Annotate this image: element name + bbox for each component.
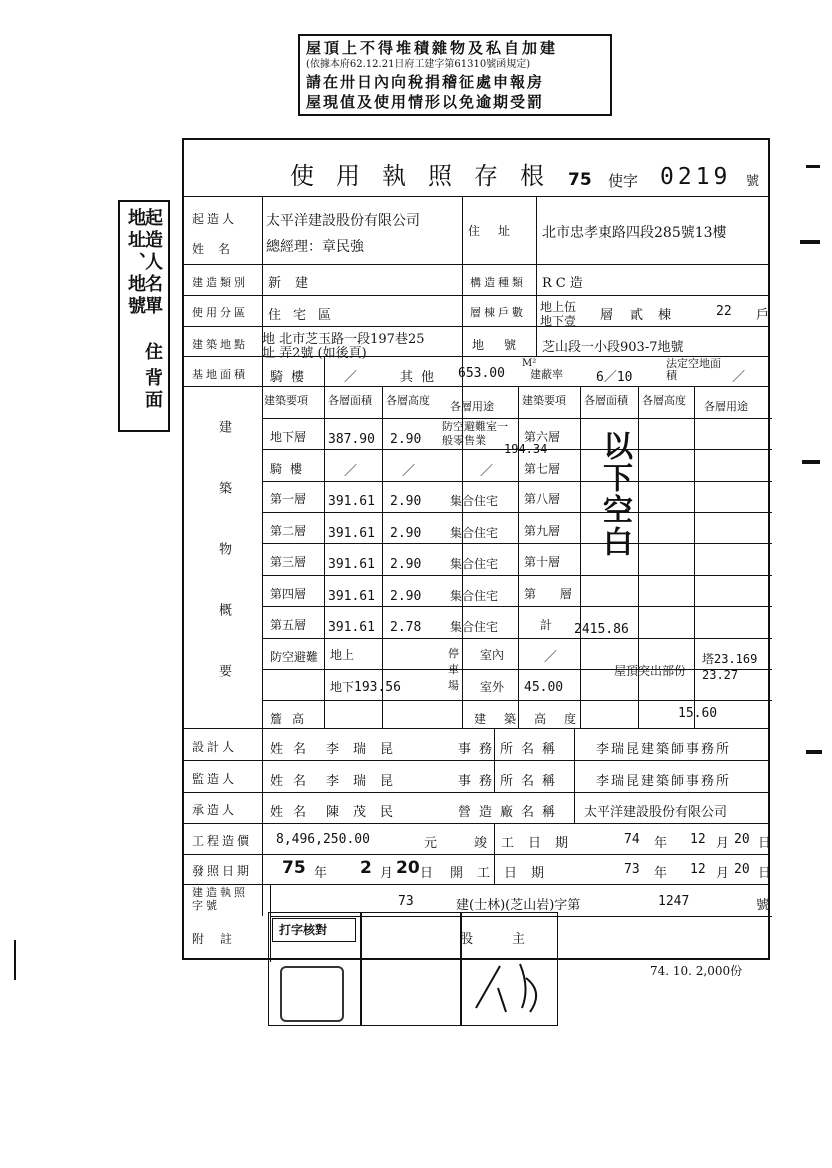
designer-office: 李瑞昆建築師事務所 xyxy=(596,742,732,757)
structure-label: 構造種類 xyxy=(470,276,526,289)
ratio-value: 6／10 xyxy=(596,370,633,385)
scan-mark xyxy=(802,460,820,464)
row-item2: 第六層 xyxy=(524,430,561,444)
site-label: 建築地點 xyxy=(192,338,248,351)
print-run: 74. 10. 2,000份 xyxy=(650,964,743,978)
row-item2: 第七層 xyxy=(524,462,561,476)
col-header-8: 各層用途 xyxy=(704,400,748,413)
col-header-3: 各層高度 xyxy=(386,394,430,407)
lot-value: 芝山段一小段903-7地號 xyxy=(542,340,684,355)
start-month-unit: 月 xyxy=(716,866,730,881)
side-note-col1b: 住 xyxy=(142,342,163,364)
cost-label: 工程造價 xyxy=(192,834,253,848)
contractor-company: 太平洋建設股份有限公司 xyxy=(584,805,728,820)
row-item2: 第十層 xyxy=(524,555,561,569)
section-label: 股 xyxy=(460,932,474,947)
floors-below: 地下壹 xyxy=(540,314,577,328)
site-line-2: 址 弄2號 (如後頁) xyxy=(262,346,367,361)
shelter-label: 防空避難 xyxy=(270,650,319,664)
supervisor-office: 李瑞昆建築師事務所 xyxy=(596,774,732,789)
owner-address-label: 住址 xyxy=(468,224,529,238)
shelter-above-label: 地上 xyxy=(330,648,355,662)
start-month: 12 xyxy=(690,862,706,877)
shelter-below-value: 193.56 xyxy=(354,680,401,695)
floors-label: 層棟戶數 xyxy=(470,306,526,319)
permit-ref-number: 1247 xyxy=(658,894,690,909)
col-header-5: 建築要項 xyxy=(522,394,566,407)
scan-mark xyxy=(806,165,820,168)
signature-box-2 xyxy=(360,912,462,1026)
start-day-unit: 日 xyxy=(758,866,772,881)
row-area: 391.61 xyxy=(328,589,375,604)
done-year: 74 xyxy=(624,832,640,847)
open-label: 法定空地面積 xyxy=(666,357,721,382)
row-item2: 第八層 xyxy=(524,492,561,506)
row-use: 集合住宅 xyxy=(450,494,499,508)
warning-stamp xyxy=(298,34,612,116)
row-area: 391.61 xyxy=(328,494,375,509)
row-use: ／ xyxy=(480,464,494,479)
owner-person: 總經理：章民強 xyxy=(266,239,364,255)
area-label: 基地面積 xyxy=(192,368,248,381)
issue-date-label: 發照日期 xyxy=(192,864,253,878)
done-day-unit: 日 xyxy=(758,836,772,851)
site-line-1: 地 北市芝玉路一段197巷25 xyxy=(262,332,425,347)
stamp-line-2: (依據本府62.12.21日府工建字第61310號函規定) xyxy=(306,59,531,70)
households-unit: 戶 xyxy=(756,308,770,323)
contractor-name: 陳茂民 xyxy=(326,805,408,820)
row-item2: 計 xyxy=(540,618,553,632)
category-label: 建造類別 xyxy=(192,276,248,289)
row-area2: 194.34 xyxy=(504,442,548,456)
open-value: ／ xyxy=(732,370,746,385)
building-height-label: 建築高度 xyxy=(474,712,595,726)
arcade-value: ／ xyxy=(344,370,358,385)
start-date-label: 開工日期 xyxy=(450,866,559,881)
done-month: 12 xyxy=(690,832,706,847)
ratio-label: 建蔽率 xyxy=(530,368,563,381)
eaves-label: 簷高 xyxy=(270,712,315,726)
issue-month-unit: 月 xyxy=(380,866,394,881)
start-day: 20 xyxy=(734,862,750,877)
building-height-value: 15.60 xyxy=(678,706,718,721)
structure-value: RC造 xyxy=(542,276,587,291)
zone-value: 住宅區 xyxy=(268,308,344,323)
shelter-below-label: 地下 xyxy=(330,680,355,694)
row-use: 集合住宅 xyxy=(450,589,499,603)
side-note-col1: 起造人名單 xyxy=(142,208,163,318)
issue-year: 75 xyxy=(282,858,306,878)
row-area: 391.61 xyxy=(328,526,375,541)
row-item: 第三層 xyxy=(270,555,307,569)
row-use: 防空避難室一般零售業 xyxy=(442,420,508,447)
done-month-unit: 月 xyxy=(716,836,730,851)
contractor-label: 承造人 xyxy=(192,803,238,817)
row-height: 2.90 xyxy=(390,432,422,447)
col-header-2: 各層面積 xyxy=(328,394,372,407)
parking-out-value: 45.00 xyxy=(524,680,564,695)
other-label: 其他 xyxy=(400,370,443,385)
row-area: 391.61 xyxy=(328,620,375,635)
col-header-4: 各層用途 xyxy=(450,400,494,413)
row-item: 騎樓 xyxy=(270,462,311,476)
other-unit: M² xyxy=(522,358,537,369)
seal-stamp xyxy=(280,966,344,1022)
scan-mark xyxy=(806,750,822,754)
done-date-label: 竣工日期 xyxy=(474,836,583,851)
owner-name-label: 姓名 xyxy=(192,242,245,256)
scan-mark xyxy=(14,940,16,980)
households-count: 22 xyxy=(716,304,732,319)
side-note-col2: 地址、地號 xyxy=(125,208,146,318)
row-item: 第五層 xyxy=(270,618,307,632)
handwritten-blank-note: 以下空白 xyxy=(597,430,632,558)
stamp-line-1: 屋頂上不得堆積雜物及私自加建 xyxy=(306,39,559,57)
side-note-box xyxy=(118,200,170,432)
row-use: 集合住宅 xyxy=(450,526,499,540)
roof-value-1: 塔23.169 xyxy=(702,652,758,666)
row-height: ／ xyxy=(402,464,416,479)
issue-year-unit: 年 xyxy=(314,866,328,881)
row-use: 集合住宅 xyxy=(450,557,499,571)
roof-label: 屋頂突出部份 xyxy=(614,664,687,678)
permit-year: 75 xyxy=(568,170,592,190)
col-header-7: 各層高度 xyxy=(642,394,686,407)
row-item2: 第九層 xyxy=(524,524,561,538)
form-title: 使用執照存根 xyxy=(290,162,566,190)
stamp-line-4: 屋現值及使用情形以免逾期受罰 xyxy=(306,93,545,111)
col-header-6: 各層面積 xyxy=(584,394,628,407)
row-height: 2.78 xyxy=(390,620,422,635)
supervisor-name: 李瑞昆 xyxy=(326,774,408,789)
row-item: 第二層 xyxy=(270,524,307,538)
parking-in-value: ／ xyxy=(544,650,558,665)
row-use: 集合住宅 xyxy=(450,620,499,634)
scan-mark xyxy=(800,240,820,244)
chief-label: 主 xyxy=(512,932,526,947)
side-note-col3: 背面 xyxy=(142,368,163,412)
contractor-company-label: 營造廠名稱 xyxy=(458,805,564,820)
parking-label: 停車場 xyxy=(448,647,459,692)
other-value: 653.00 xyxy=(458,366,505,381)
issue-day-unit: 日 xyxy=(420,866,434,881)
start-year-unit: 年 xyxy=(654,866,668,881)
row-height: 2.90 xyxy=(390,526,422,541)
designer-label: 設計人 xyxy=(192,740,238,754)
row-item: 第一層 xyxy=(270,492,307,506)
issue-day: 20 xyxy=(396,858,420,878)
permit-number: 0219 xyxy=(660,164,732,190)
stamp-line-3: 請在卅日內向稅捐稽征處申報房 xyxy=(306,73,545,91)
roof-value-2: 23.27 xyxy=(702,668,739,682)
cost-unit: 元 xyxy=(424,836,438,851)
owner-company: 太平洋建設股份有限公司 xyxy=(266,213,420,229)
col-header-1: 建築要項 xyxy=(264,394,308,407)
category-value: 新建 xyxy=(268,276,323,291)
row-height: 2.90 xyxy=(390,557,422,572)
floors-unit: 層 xyxy=(600,308,614,323)
row-height: 2.90 xyxy=(390,589,422,604)
lot-label: 地號 xyxy=(472,338,537,352)
permit-ref-year: 73 xyxy=(398,894,414,909)
permit-suffix: 號 xyxy=(746,174,760,189)
owner-label: 起造人 xyxy=(192,212,238,226)
supervisor-name-label: 姓名 xyxy=(270,774,317,789)
buildings-count: 貳 xyxy=(630,308,644,323)
row-item: 地下層 xyxy=(270,430,307,444)
row-item: 第四層 xyxy=(270,587,307,601)
permit-ref-suffix: 號 xyxy=(756,898,770,913)
arcade-label: 騎樓 xyxy=(270,370,313,385)
parking-out-label: 室外 xyxy=(480,680,505,694)
done-day: 20 xyxy=(734,832,750,847)
owner-address: 北市忠孝東路四段285號13樓 xyxy=(542,225,727,241)
supervisor-label: 監造人 xyxy=(192,772,238,786)
cost-value: 8,496,250.00 xyxy=(276,832,370,847)
buildings-unit: 棟 xyxy=(658,308,672,323)
notes-label: 附註 xyxy=(192,932,249,946)
supervisor-office-label: 事務所名稱 xyxy=(458,774,564,789)
permit-form xyxy=(182,138,770,960)
row-area: ／ xyxy=(344,464,358,479)
parking-in-label: 室內 xyxy=(480,648,505,662)
permit-ref-label: 建造執照字號 xyxy=(192,886,248,912)
permit-ref-prefix: 建(士林)(芝山岩)字第 xyxy=(456,898,581,913)
row-area: 387.90 xyxy=(328,432,375,447)
designer-name: 李瑞昆 xyxy=(326,742,408,757)
row-item2: 第 層 xyxy=(524,587,582,601)
table-side-label: 建築物概要 xyxy=(216,420,231,725)
designer-office-label: 事務所名稱 xyxy=(458,742,564,757)
row-height: 2.90 xyxy=(390,494,422,509)
permit-type: 使字 xyxy=(608,172,639,190)
issue-month: 2 xyxy=(360,858,372,878)
typing-check-label: 打字核對 xyxy=(279,923,328,937)
floors-above: 地上伍 xyxy=(540,300,577,314)
zone-label: 使用分區 xyxy=(192,306,248,319)
row-area: 391.61 xyxy=(328,557,375,572)
contractor-name-label: 姓名 xyxy=(270,805,317,820)
start-year: 73 xyxy=(624,862,640,877)
row-area2: 2415.86 xyxy=(574,622,629,637)
handwritten-signature xyxy=(470,958,550,1018)
designer-name-label: 姓名 xyxy=(270,742,317,757)
done-year-unit: 年 xyxy=(654,836,668,851)
